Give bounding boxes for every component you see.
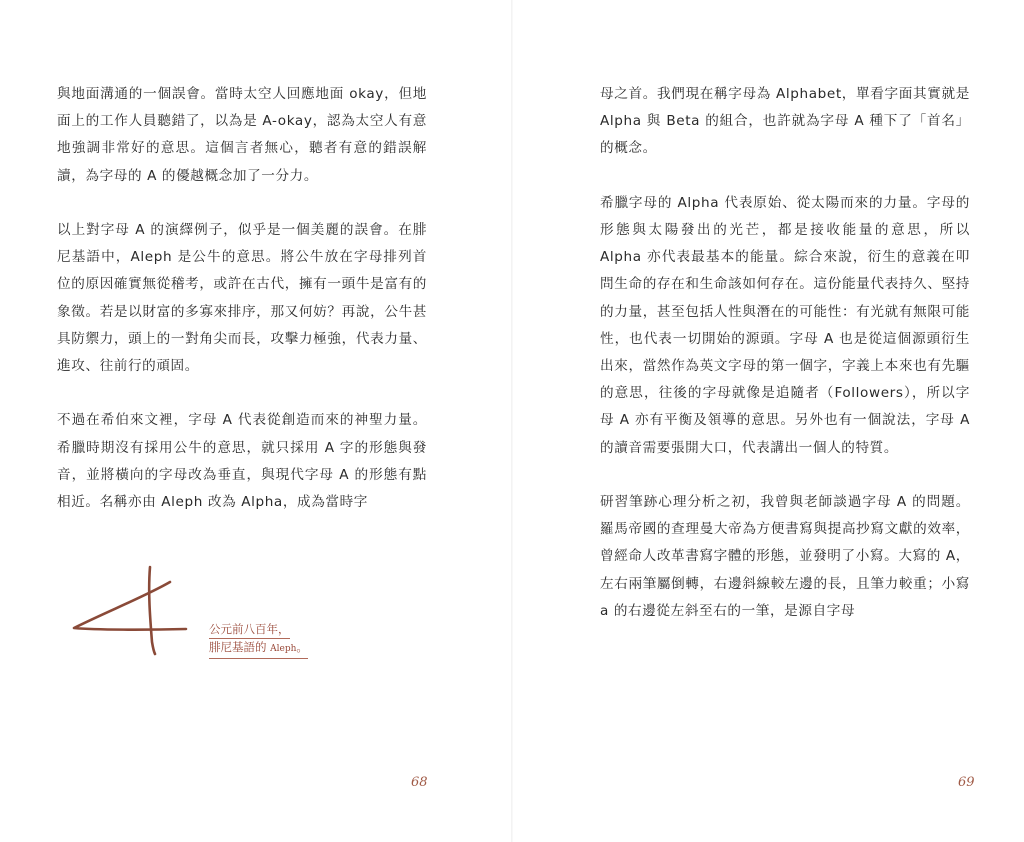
caption-line-2: 腓尼基語的 Aleph。 <box>209 639 308 659</box>
caption-line-1: 公元前八百年， <box>209 621 290 639</box>
paragraph: 與地面溝通的一個誤會。當時太空人回應地面 okay，但地面上的工作人員聽錯了，以為是 A-okay，認為太空人有意地強調非常好的意思。這個言者無心，聽者有意的錯誤解讀，為字母的 A 的優越概念加了一分力。 <box>57 86 427 184</box>
paragraph: 希臘字母的 Alpha 代表原始、從太陽而來的力量。字母的形態與太陽發出的光芒，都是接收能量的意思，所以 Alpha 亦代表最基本的能量。綜合來說，衍生的意義在叩問生命的存在和生命該如何存在。這份能量代表持久、堅持的力量，甚至包括人性與潛在的可能性：有光就有無限可能性，也代表一切開始的源頭。字母 A 也是從這個源頭衍生出來，當然作為英文字母的第一個字，字義上本來也有先驅的意思，往後的字母就像是追隨者（Followers），所以字母 A 亦有平衡及領導的意思。另外也有一個說法，字母 A 的讀音需要張開大口，代表講出一個人的特質。 <box>600 194 970 456</box>
phoenician-aleph-illustration <box>66 562 191 658</box>
page-number: 68 <box>411 775 428 790</box>
illustration-caption <box>209 621 308 659</box>
paragraph: 不過在希伯來文裡，字母 A 代表從創造而來的神聖力量。希臘時期沒有採用公牛的意思，就只採用 A 字的形態與發音，並將橫向的字母改為垂直，與現代字母 A 的形態有點相近。名稱亦由 Aleph 改為 Alpha，成為當時字 <box>57 412 427 511</box>
page-number: 69 <box>958 775 975 790</box>
paragraph: 母之首。我們現在稱字母為 Alphabet，單看字面其實就是 Alpha 與 Beta 的組合，也許就為字母 A 種下了「首名」的概念。 <box>600 86 970 157</box>
paragraph: 研習筆跡心理分析之初，我曾與老師談過字母 A 的問題。羅馬帝國的查理曼大帝為方便書寫與提高抄寫文獻的效率，曾經命人改革書寫字體的形態，並發明了小寫。大寫的 A，左右兩筆屬倒轉，右邊斜線較左邊的長，且筆力較重；小寫 a 的右邊從左斜至右的一筆，是源自字母 <box>600 494 970 619</box>
right-body-text <box>600 81 970 625</box>
right-page <box>512 0 1024 842</box>
paragraph: 以上對字母 A 的演繹例子，似乎是一個美麗的誤會。在腓尼基語中，Aleph 是公牛的意思。將公牛放在字母排列首位的原因確實無從稽考，或許在古代，擁有一頭牛是富有的象徵。若是以財富的多寡來排序，那又何妨？再說，公牛甚具防禦力，頭上的一對角尖而長，攻擊力極強，代表力量、進攻、往前行的頑固。 <box>57 222 427 375</box>
left-body-text <box>57 81 427 516</box>
